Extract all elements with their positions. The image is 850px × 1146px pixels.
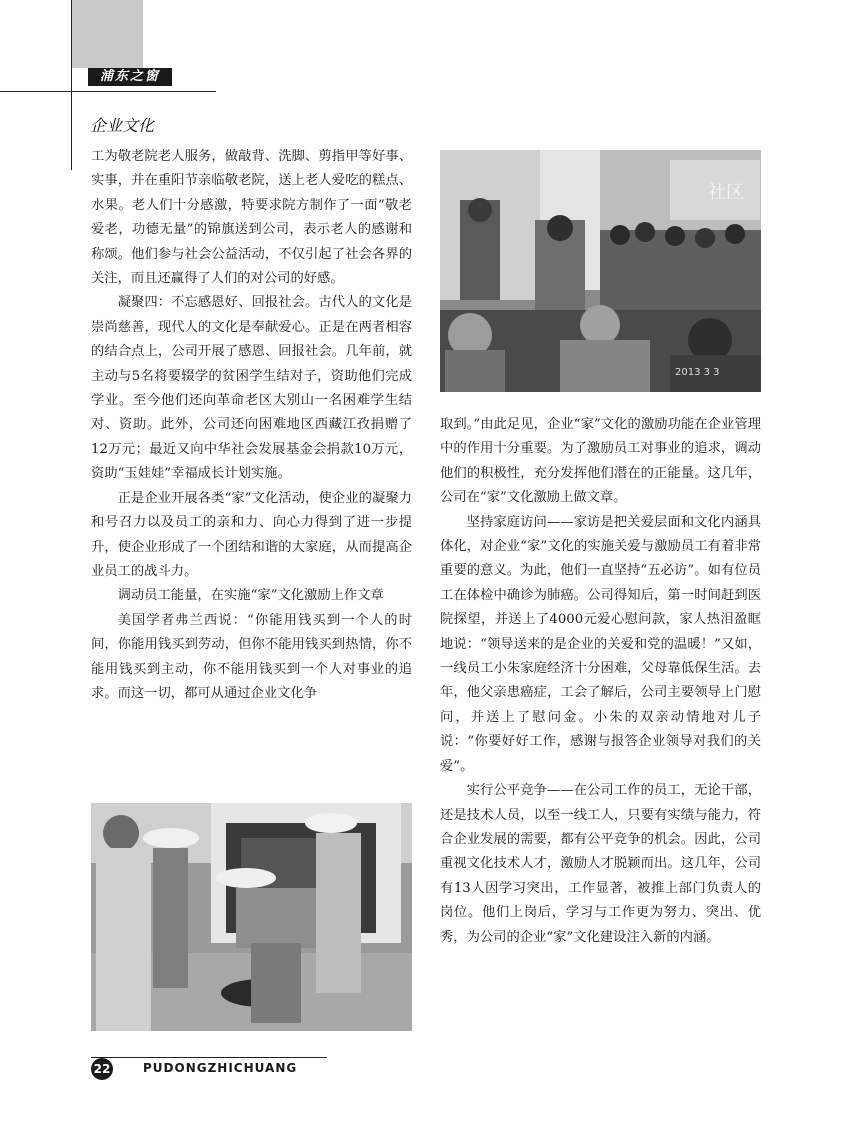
paragraph: 正是企业开展各类“家”文化活动，使企业的凝聚力和号召力以及员工的亲和力、向心力得到了进一步提升，使企业形成了一个团结和谐的大家庭，从而提高企业员工的战斗力。	[91, 490, 412, 579]
article-column-right	[440, 413, 761, 950]
masthead-logo: 浦东之窗	[88, 68, 172, 86]
header-horizontal-rule	[0, 91, 216, 92]
paragraph: 美国学者弗兰西说：“你能用钱买到一个人的时间，你能用钱买到劳动，但你不能用钱买到热情，你不能用钱买到主动，你不能用钱买到一个人对事业的追求。而这一切，都可从通过企业文化争	[91, 612, 412, 701]
article-column-left	[91, 145, 412, 706]
paragraph: 实行公平竞争——在公司工作的员工，无论干部，还是技术人员，以至一线工人，只要有实绩与能力，符合企业发展的需要，都有公平竞争的机会。因此，公司重视文化技术人才，激励人才脱颖而出。这几年，公司有13人因学习突出，工作显著，被推上部门负责人的岗位。他们上岗后，学习与工作更为努力、突出、优秀，为公司的企业“家”文化建设注入新的内涵。	[440, 783, 761, 945]
header-vertical-rule	[71, 0, 72, 170]
subheading: 调动员工能量，在实施“家”文化激励上作文章	[117, 588, 384, 604]
paragraph: 坚持家庭访问——家访是把关爱层面和文化内涵具体化，对企业“家”文化的实施关爱与激励员工有着非常重要的意义。为此，他们一直坚持“五必访”。如有位员工在体检中确诊为肺癌。公司得知后，第一时间赶到医院探望，并送上了4000元爱心慰问款，家人热泪盈眶地说：“领导送来的是企业的关爱和党的温暖！”又如，一线员工小朱家庭经济十分困难，父母靠低保生活。去年，他父亲患癌症，工会了解后，公司主要领导上门慰问，并送上了慰问金。小朱的双亲动情地对儿子说：“你要好好工作，感谢与报答企业领导对我们的关爱”。	[440, 514, 761, 774]
paragraph: 工为敬老院老人服务，做敲背、洗脚、剪指甲等好事、实事，并在重阳节亲临敬老院，送上老人爱吃的糕点、水果。老人们十分感激，特要求院方制作了一面“敬老爱老，功德无量”的锦旗送到公司，表示老人的感谢和称颂。他们参与社会公益活动，不仅引起了社会各界的关注，而且还赢得了人们的对公司的好感。	[91, 149, 412, 287]
magazine-name: PUDONGZHICHUANG	[143, 1061, 298, 1075]
header-gray-block	[71, 0, 143, 68]
photo-workers-at-manhole	[91, 803, 412, 1031]
photo-date-stamp: 2013 3 3	[675, 367, 720, 378]
paragraph: 凝聚四：不忘感恩好、回报社会。古代人的文化是崇尚慈善，现代人的文化是奉献爱心。正是在两者相容的结合点上，公司开展了感恩、回报社会。几年前，就主动与5名将要辍学的贫困学生结对子，资助他们完成学业。至今他们还向革命老区大别山一名困难学生结对、资助。此外，公司还向困难地区西藏江孜捐赠了12万元；最近又向中华社会发展基金会捐款10万元，资助“玉娃娃”幸福成长计划实施。	[91, 295, 412, 482]
photo-sign-text: 社区	[708, 182, 744, 203]
footer-rule	[91, 1057, 327, 1058]
section-title: 企业文化	[90, 116, 155, 135]
paragraph: 取到。”由此足见，企业“家”文化的激励功能在企业管理中的作用十分重要。为了激励员工对事业的追求，调动他们的积极性，充分发挥他们潜在的正能量。这几年，公司在“家”文化激励上做文章。	[440, 417, 761, 506]
photo-volunteers-with-elderly	[440, 150, 761, 392]
page-number: 22	[91, 1058, 113, 1080]
